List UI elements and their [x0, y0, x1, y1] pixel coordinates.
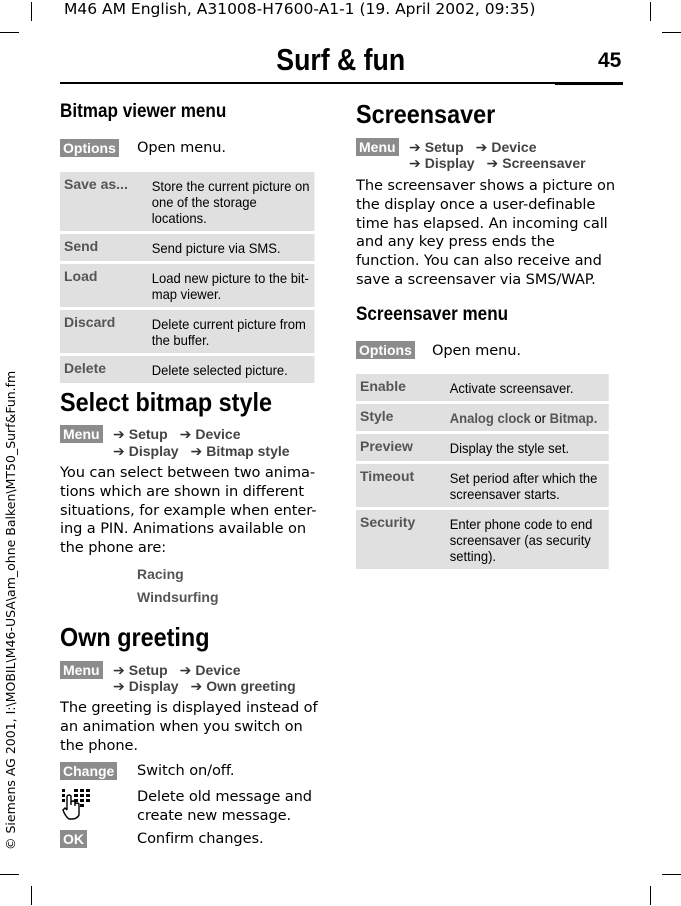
- menu-path: ➔ Display ➔ Screensaver: [409, 155, 586, 171]
- menu-path: ➔ Display ➔ Own greeting: [113, 678, 296, 694]
- row-value: Analog clock or Bitmap.: [446, 404, 609, 431]
- row-value: Display the style set.: [446, 434, 609, 461]
- list-item: Racing: [137, 566, 184, 582]
- row-value: Set period after which the screensaver starts.: [446, 464, 609, 507]
- row-key: Timeout: [356, 464, 446, 507]
- row-key: Security: [356, 510, 446, 569]
- row-value: Delete current picture from the buffer.: [148, 310, 314, 353]
- own-greeting-heading: Own greeting: [60, 622, 210, 652]
- options-text: Open menu.: [137, 139, 226, 156]
- options-text: Open menu.: [432, 342, 521, 359]
- row-key: Style: [356, 404, 446, 431]
- crop-mark: [650, 886, 651, 905]
- table-row[interactable]: [356, 510, 621, 569]
- page-number: 45: [598, 49, 622, 72]
- crop-mark: [650, 2, 651, 21]
- menu-key[interactable]: Menu: [60, 661, 103, 679]
- side-note: © Siemens AG 2001, I:\MOBIL\M46-USA\am_ohne Balken\MT50_Surf&Fun.fm: [3, 370, 18, 850]
- crop-mark: [31, 2, 32, 21]
- ok-text: Confirm changes.: [137, 830, 264, 847]
- menu-key[interactable]: Menu: [356, 138, 399, 156]
- table-row[interactable]: [356, 404, 621, 431]
- options-key[interactable]: Options: [60, 139, 119, 157]
- crop-mark: [662, 874, 681, 875]
- select-bitmap-body: You can select between two anima-tions which are shown in different situations, for example when enter-ing a PIN. Animations available on the phone are:: [60, 464, 317, 557]
- table-row[interactable]: [60, 310, 327, 353]
- menu-path: ➔ Setup ➔ Device: [113, 426, 241, 442]
- crop-mark: [0, 874, 19, 875]
- row-value: Store the current picture on one of the storage locations.: [148, 172, 314, 231]
- page-title: Surf & fun: [276, 42, 406, 77]
- keypad-text: Delete old message and create new message.: [137, 788, 312, 824]
- menu-key[interactable]: Menu: [60, 425, 103, 443]
- page-number-rule: [555, 82, 623, 85]
- select-bitmap-heading: Select bitmap style: [60, 387, 272, 417]
- bitmap-viewer-heading: Bitmap viewer menu: [60, 101, 227, 122]
- row-value: Delete selected picture.: [148, 356, 314, 383]
- change-key[interactable]: Change: [60, 762, 117, 780]
- row-value: Load new picture to the bit-map viewer.: [148, 264, 314, 307]
- running-head: M46 AM English, A31008-H7600-A1-1 (19. April 2002, 09:35): [64, 0, 536, 18]
- screensaver-heading: Screensaver: [356, 99, 496, 129]
- row-value: Enter phone code to end screensaver (as security setting).: [446, 510, 609, 569]
- row-value: Send picture via SMS.: [148, 234, 314, 261]
- ok-key[interactable]: OK: [60, 830, 87, 848]
- change-text: Switch on/off.: [137, 762, 235, 779]
- bitmap-viewer-table: [60, 169, 327, 386]
- table-row[interactable]: [356, 464, 621, 507]
- row-key: Preview: [356, 434, 446, 461]
- table-row[interactable]: [60, 264, 327, 307]
- row-key: Delete: [60, 356, 148, 383]
- screensaver-menu-table: [356, 371, 621, 572]
- row-key: Send: [60, 234, 148, 261]
- row-key: Save as...: [60, 172, 148, 231]
- crop-mark: [0, 32, 19, 33]
- title-rule: [60, 82, 623, 84]
- row-key: Enable: [356, 374, 446, 401]
- table-row[interactable]: [60, 172, 327, 231]
- row-value: Activate screensaver.: [446, 374, 609, 401]
- menu-path: ➔ Setup ➔ Device: [409, 139, 537, 155]
- table-row[interactable]: [356, 434, 621, 461]
- table-row[interactable]: [356, 374, 621, 401]
- menu-path: ➔ Display ➔ Bitmap style: [113, 443, 290, 459]
- crop-mark: [662, 32, 681, 33]
- own-greeting-body: The greeting is displayed instead of an animation when you switch on the phone.: [60, 699, 318, 754]
- screensaver-menu-heading: Screensaver menu: [356, 304, 509, 325]
- list-item: Windsurfing: [137, 589, 219, 605]
- crop-mark: [31, 886, 32, 905]
- row-key: Discard: [60, 310, 148, 353]
- screensaver-body: The screensaver shows a picture on the display once a user-definable time has elapsed. An incoming call and any key press ends the function. You can also receive and save a screensaver via SMS/WAP.: [356, 177, 616, 288]
- menu-path: ➔ Setup ➔ Device: [113, 662, 241, 678]
- keypad-icon[interactable]: [60, 788, 92, 820]
- table-row[interactable]: [60, 356, 327, 383]
- row-key: Load: [60, 264, 148, 307]
- options-key[interactable]: Options: [356, 341, 415, 359]
- table-row[interactable]: [60, 234, 327, 261]
